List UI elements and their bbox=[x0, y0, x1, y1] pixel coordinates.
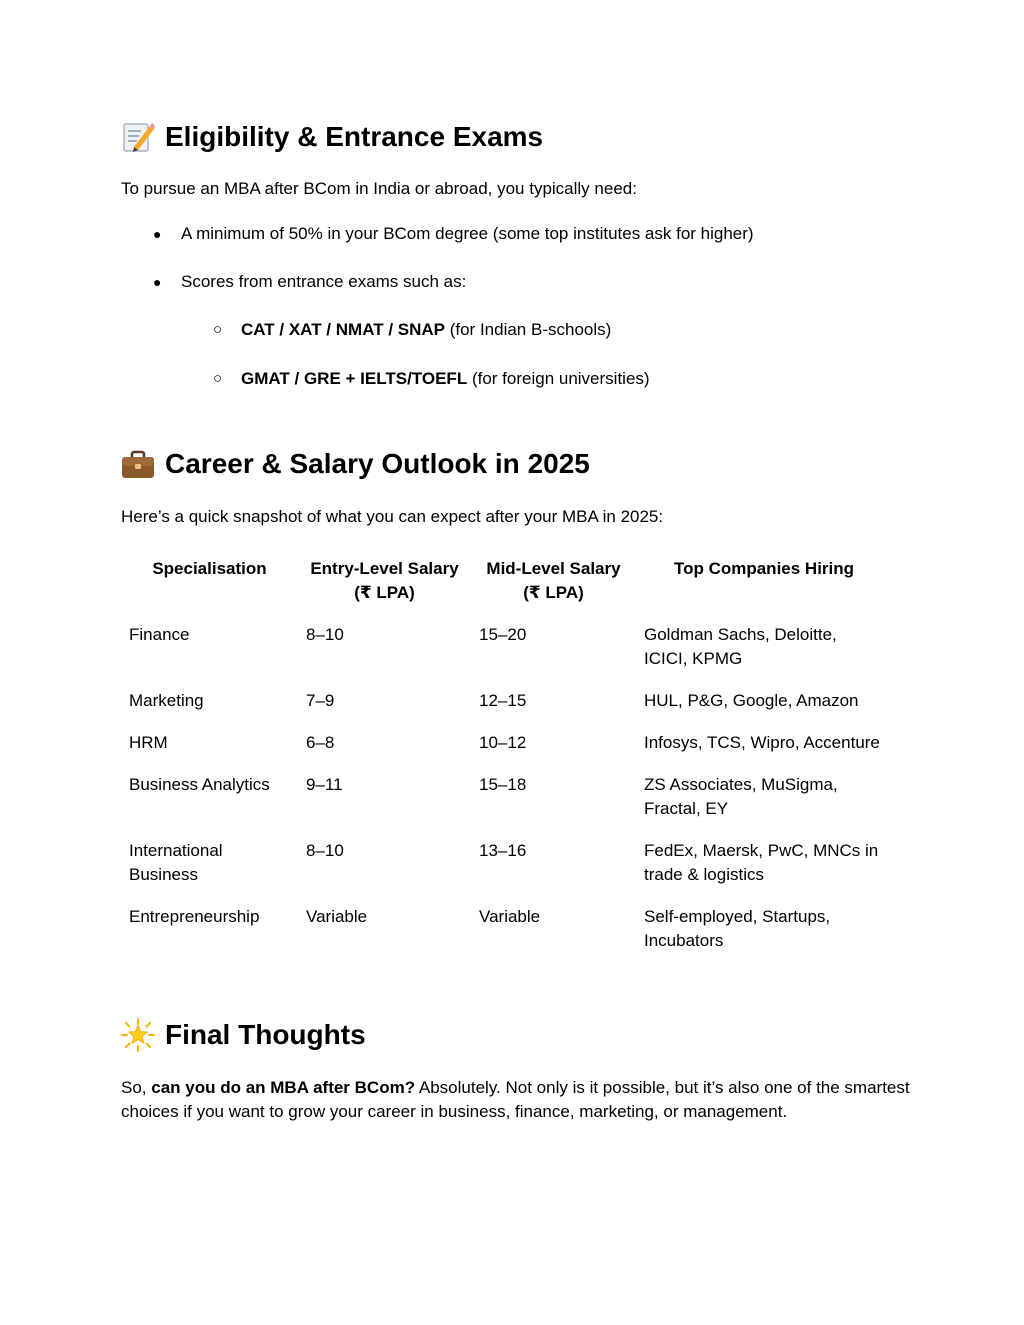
paragraph-rest: Absolutely. Not only is it possible, but it’s also one of the smartest choices if you want to grow your career in business, finance, marketing, or management. bbox=[121, 1078, 910, 1121]
table-row bbox=[121, 905, 892, 971]
column-header: Mid-Level Salary (₹ LPA) bbox=[486, 559, 621, 602]
table-row bbox=[121, 689, 892, 731]
table-cell: Finance bbox=[129, 625, 190, 644]
paragraph-start: So, bbox=[121, 1078, 152, 1097]
column-header: Specialisation bbox=[152, 559, 267, 578]
table-cell: 6–8 bbox=[306, 733, 335, 752]
table-cell: 13–16 bbox=[479, 841, 527, 860]
sub-list-item bbox=[213, 318, 612, 342]
table-row bbox=[121, 731, 892, 773]
table-cell: 15–20 bbox=[479, 625, 527, 644]
list-item-text: Scores from entrance exams such as: bbox=[181, 272, 467, 291]
final-thoughts-paragraph bbox=[121, 1076, 911, 1124]
table-cell: 9–11 bbox=[306, 775, 343, 794]
table-cell: HRM bbox=[129, 733, 168, 752]
table-cell: Self-employed, Startups, Incubators bbox=[644, 907, 831, 950]
final-thoughts-heading bbox=[121, 1018, 366, 1052]
glowing-star-icon bbox=[121, 1018, 155, 1052]
exam-note: (for foreign universities) bbox=[467, 369, 650, 388]
table-cell: Goldman Sachs, Deloitte, ICICI, KPMG bbox=[644, 625, 837, 668]
final-thoughts-heading-text: Final Thoughts bbox=[165, 1019, 366, 1050]
bullet-dot-icon: ● bbox=[153, 226, 162, 242]
table-header-row bbox=[121, 555, 892, 623]
table-cell: ZS Associates, MuSigma, Fractal, EY bbox=[644, 775, 838, 818]
table-cell: Infosys, TCS, Wipro, Accenture bbox=[644, 733, 880, 752]
list-item bbox=[153, 222, 754, 246]
eligibility-heading-text: Eligibility & Entrance Exams bbox=[165, 121, 544, 152]
eligibility-heading bbox=[121, 120, 543, 154]
table-cell: 7–9 bbox=[306, 691, 335, 710]
sub-list-item bbox=[213, 367, 650, 391]
column-header: Entry-Level Salary (₹ LPA) bbox=[310, 559, 459, 602]
bullet-circle-icon: ○ bbox=[213, 321, 223, 338]
list-item bbox=[153, 270, 467, 294]
column-header: Top Companies Hiring bbox=[673, 559, 855, 578]
salary-table bbox=[121, 555, 892, 971]
table-cell: HUL, P&G, Google, Amazon bbox=[644, 691, 859, 710]
exam-names: CAT / XAT / NMAT / SNAP bbox=[241, 320, 445, 339]
table-cell: 8–10 bbox=[306, 625, 344, 644]
list-item-text: A minimum of 50% in your BCom degree (some top institutes ask for higher) bbox=[181, 224, 754, 243]
table-cell: Variable bbox=[479, 907, 541, 926]
table-cell: 12–15 bbox=[479, 691, 527, 710]
bullet-dot-icon: ● bbox=[153, 274, 162, 290]
exam-names: GMAT / GRE + IELTS/TOEFL bbox=[241, 369, 468, 388]
table-cell: 10–12 bbox=[479, 733, 527, 752]
eligibility-intro: To pursue an MBA after BCom in India or abroad, you typically need: bbox=[121, 179, 637, 198]
exam-note: (for Indian B-schools) bbox=[445, 320, 612, 339]
table-cell: International Business bbox=[129, 841, 223, 884]
table-cell: 15–18 bbox=[479, 775, 527, 794]
bullet-circle-icon: ○ bbox=[213, 370, 223, 387]
table-cell: Entrepreneurship bbox=[129, 907, 260, 926]
table-cell: 8–10 bbox=[306, 841, 344, 860]
briefcase-icon bbox=[121, 447, 155, 481]
table-cell: Marketing bbox=[129, 691, 204, 710]
memo-pencil-icon bbox=[121, 120, 155, 154]
table-cell: Variable bbox=[306, 907, 368, 926]
paragraph-bold-question: can you do an MBA after BCom? bbox=[151, 1078, 416, 1097]
table-row bbox=[121, 773, 892, 839]
table-row bbox=[121, 623, 892, 689]
career-heading bbox=[121, 447, 590, 481]
table-cell: Business Analytics bbox=[129, 775, 270, 794]
career-intro: Here’s a quick snapshot of what you can expect after your MBA in 2025: bbox=[121, 507, 664, 526]
table-row bbox=[121, 839, 892, 905]
table-cell: FedEx, Maersk, PwC, MNCs in trade & logistics bbox=[644, 841, 879, 884]
career-heading-text: Career & Salary Outlook in 2025 bbox=[165, 448, 590, 479]
